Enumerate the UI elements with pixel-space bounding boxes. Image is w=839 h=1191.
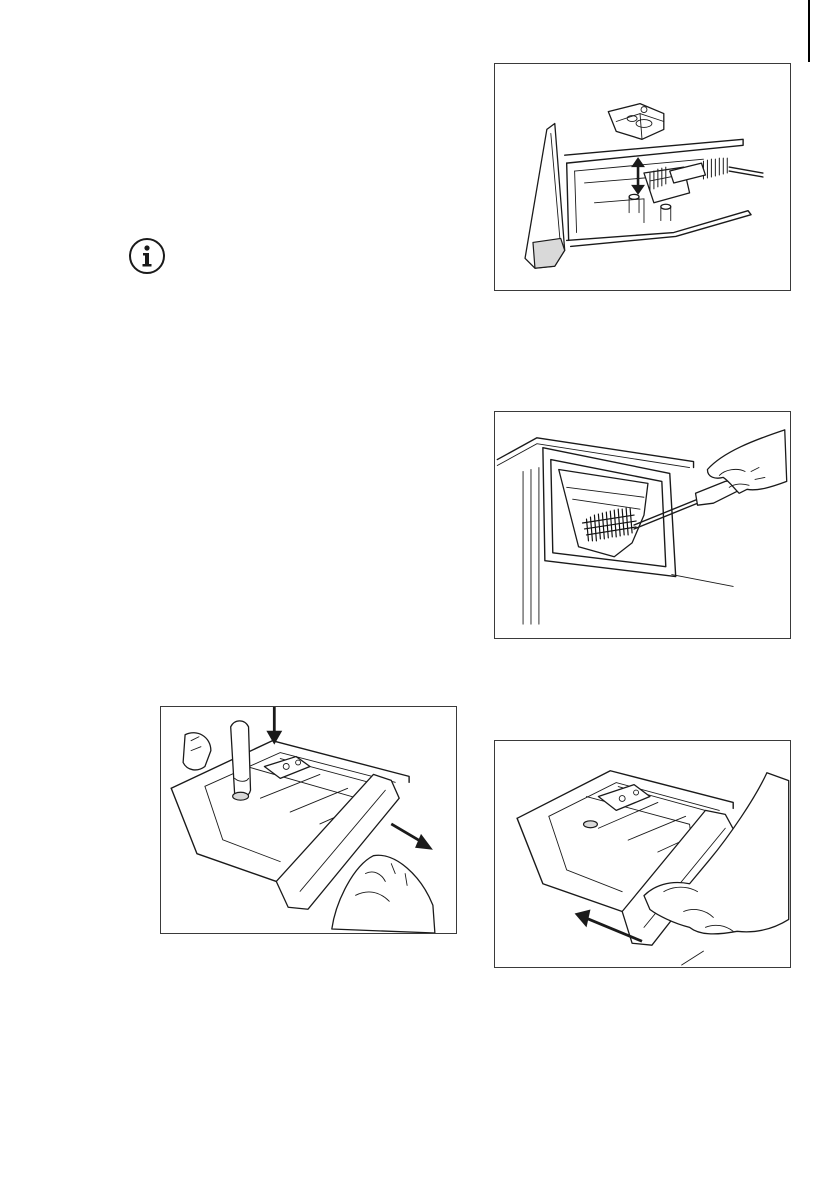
inserting-drawer-illustration bbox=[495, 741, 790, 967]
figure-remove-drawer bbox=[160, 706, 457, 934]
cleaning-recess-brush-illustration bbox=[495, 412, 790, 638]
figure-clean-siphon bbox=[494, 63, 791, 291]
removing-drawer-illustration bbox=[161, 707, 456, 933]
page-edge-marker bbox=[808, 0, 810, 62]
cleaning-siphon-brush-illustration bbox=[495, 64, 790, 290]
figure-clean-recess bbox=[494, 411, 791, 639]
figure-insert-drawer bbox=[494, 740, 791, 968]
info-icon bbox=[128, 237, 166, 275]
